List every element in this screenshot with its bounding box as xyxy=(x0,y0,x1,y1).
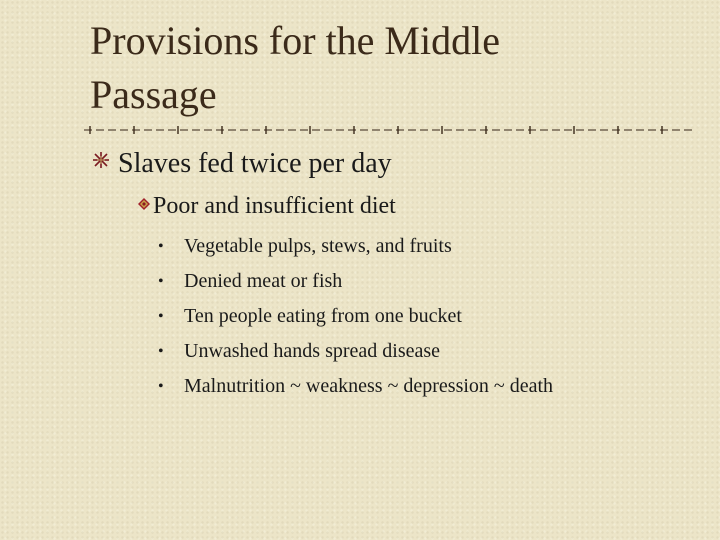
bullet-dot: • xyxy=(158,308,164,325)
bullet-dot: • xyxy=(158,378,164,395)
level1-text: Slaves fed twice per day xyxy=(118,148,392,179)
level3-list xyxy=(158,229,553,404)
slide-title xyxy=(90,14,690,122)
starburst-icon xyxy=(92,151,110,169)
list-item-text: Malnutrition ~ weakness ~ depression ~ death xyxy=(184,375,554,397)
title-line-2: Passage xyxy=(90,72,217,117)
list-item-text: Ten people eating from one bucket xyxy=(184,305,462,327)
bullet-dot: • xyxy=(158,343,164,360)
list-item-text: Unwashed hands spread disease xyxy=(184,340,441,362)
list-item xyxy=(158,264,553,299)
title-line-1: Provisions for the Middle xyxy=(90,18,500,63)
level2-text: Poor and insufficient diet xyxy=(153,193,396,219)
list-item xyxy=(158,334,553,369)
title-divider xyxy=(84,124,694,136)
bullet-dot: • xyxy=(158,273,164,290)
list-item-text: Denied meat or fish xyxy=(184,270,343,292)
list-item xyxy=(158,229,553,264)
list-item xyxy=(158,299,553,334)
diamond-icon xyxy=(137,197,151,211)
level2-item xyxy=(137,190,396,222)
list-item xyxy=(158,369,553,404)
level1-item xyxy=(92,145,392,183)
list-item-text: Vegetable pulps, stews, and fruits xyxy=(184,235,452,257)
bullet-dot: • xyxy=(158,238,164,255)
